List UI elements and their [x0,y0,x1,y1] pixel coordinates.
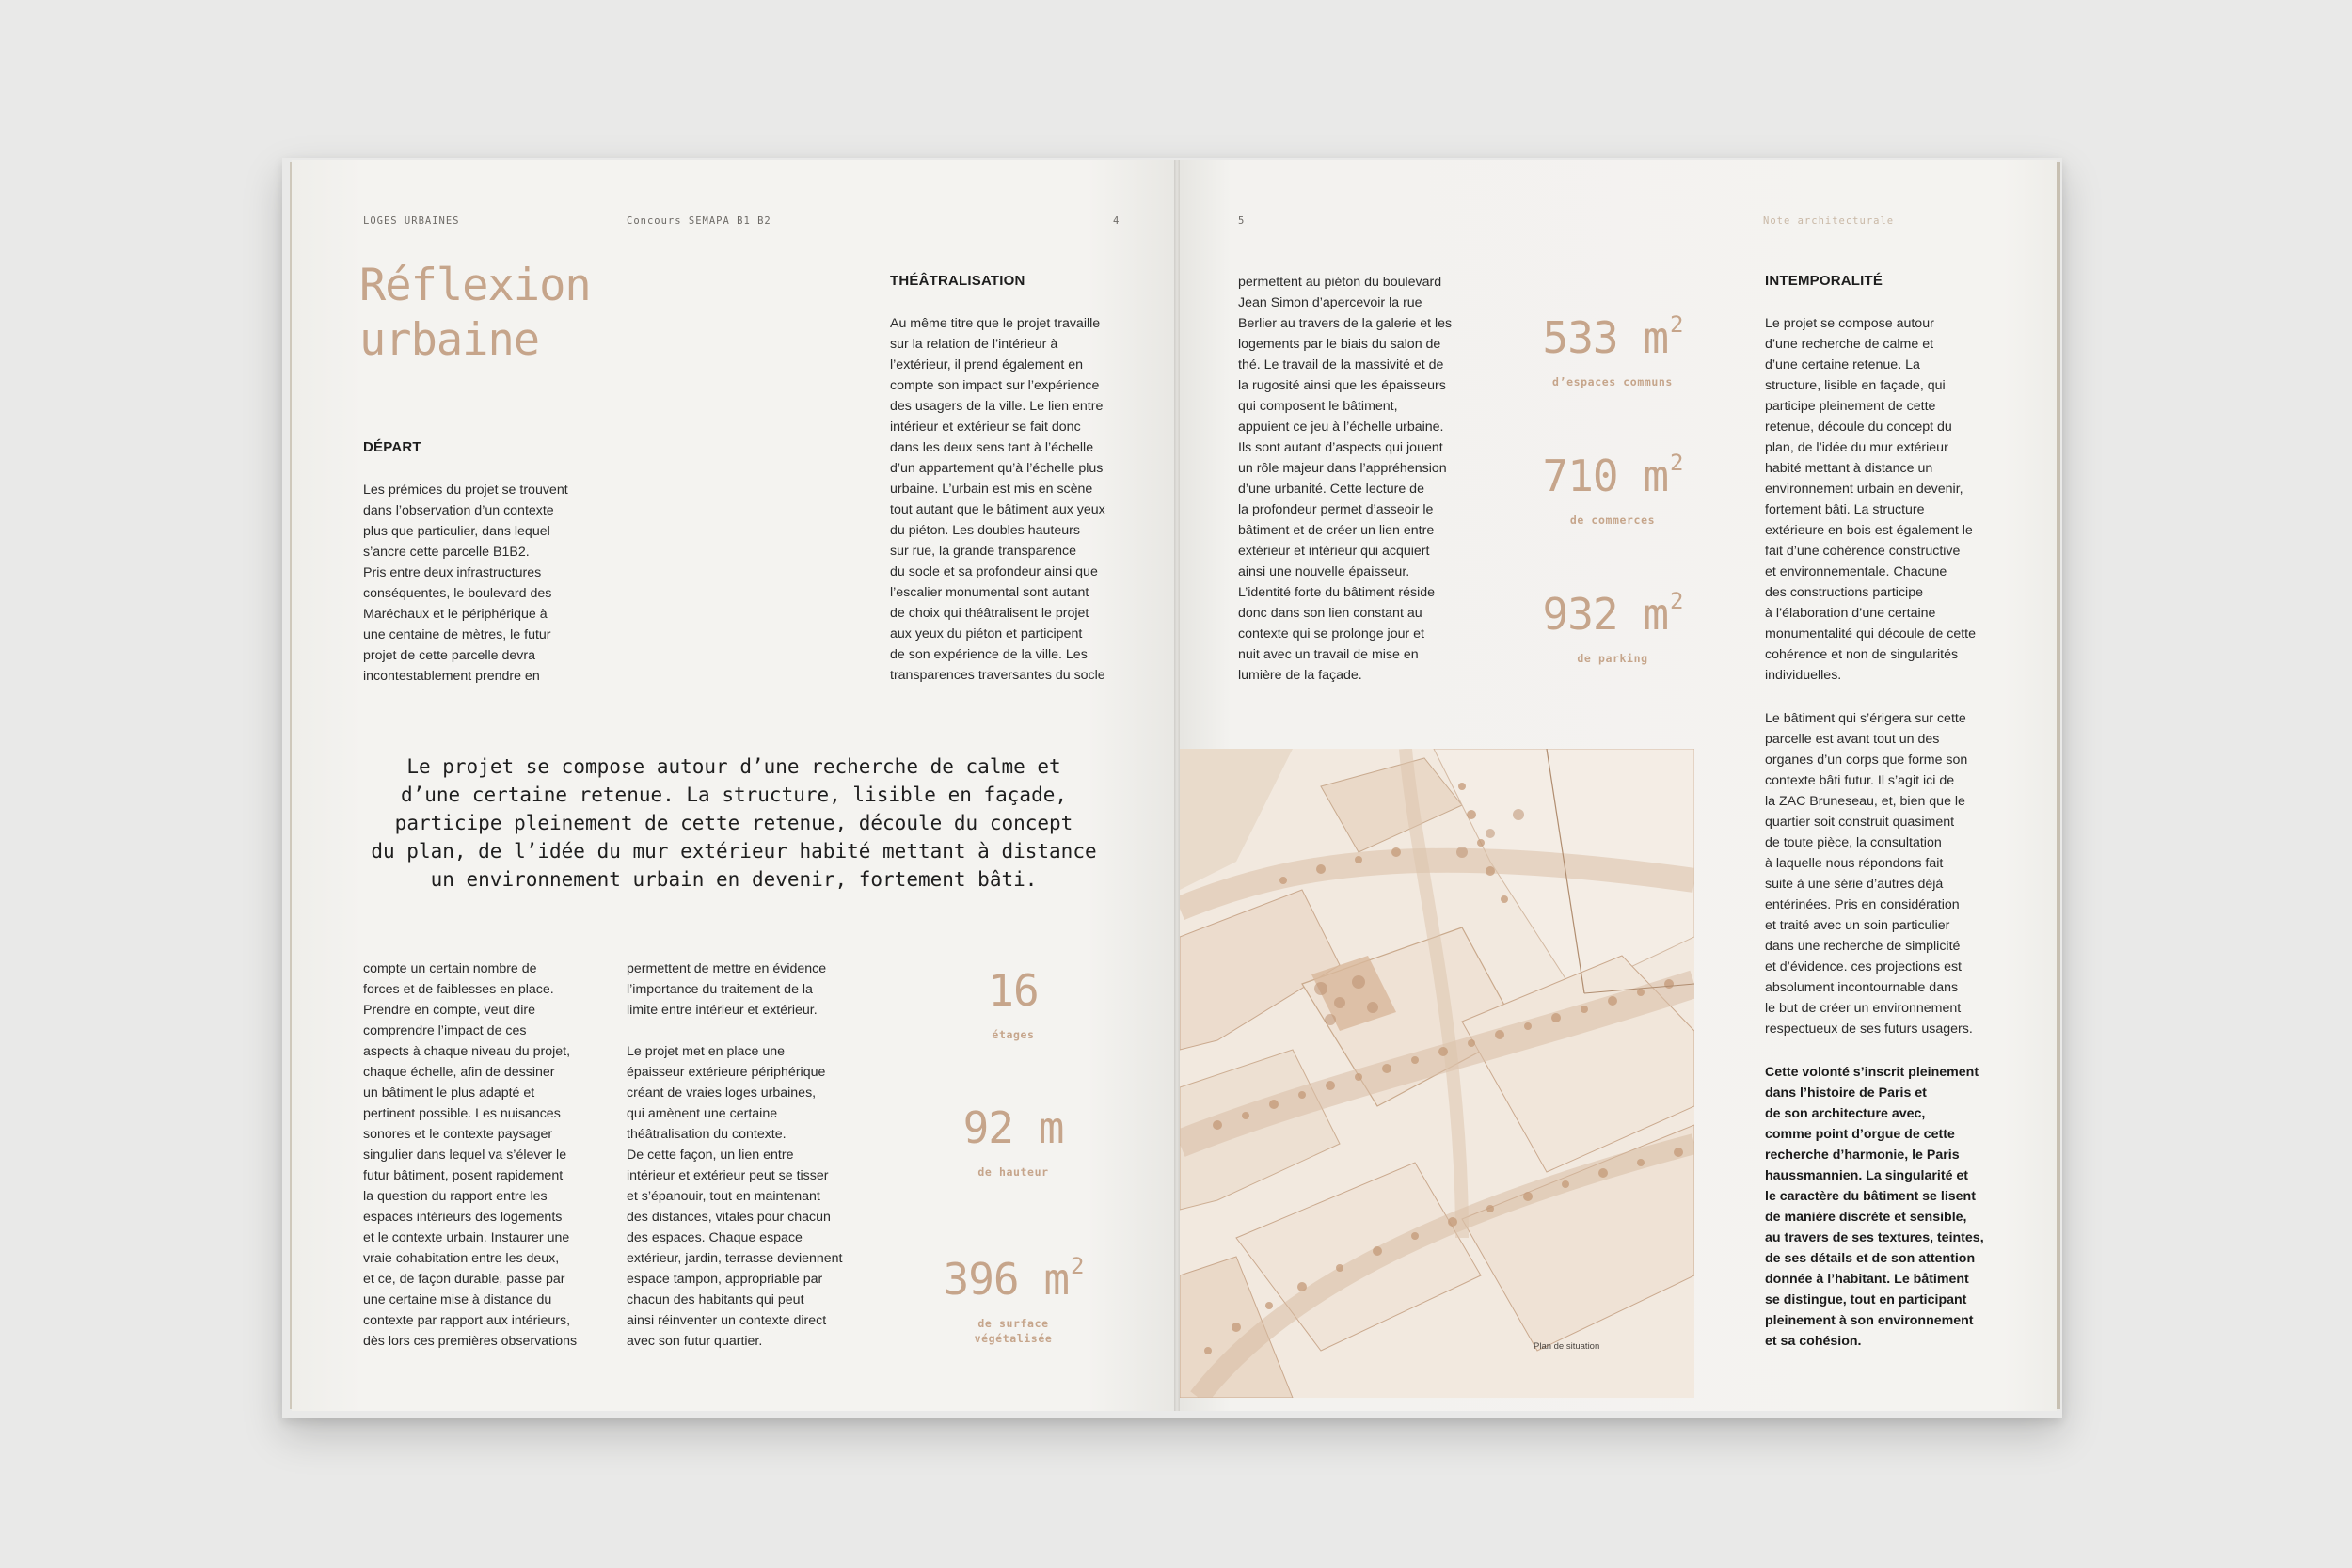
intemporalite-text-bold: Cette volonté s’inscrit pleinement dans l’histoire de Paris et de son architecture avec, comme point d’orgue de cette recherche d’harmonie, le Paris haussmannien. La singularité et le caractère du bâtiment se lisent de manière discrète et sensible, au travers de ses textures, teintes, de ses détails et de son attention donnée à l’habitant. Le bâtiment se distingue, tout en participant pleinement à son environnement et sa cohésion. [1765,1065,1984,1349]
site-plan-map [1180,749,1694,1398]
stat-espaces-communs-value: 533 $m^2$ [1542,311,1683,363]
left-column-2-text-a: permettent de mettre en évidence l’importance du traitement de la limite entre intérieur et extérieur. [627,961,827,1018]
running-header-right: Note architecturale [1763,215,1895,227]
pull-quote: Le projet se compose autour d’une recherche de calme et d’une certaine retenue. La structure, lisible en façade, participe pleinement de cette retenue, découle du concept du plan, de l’idée du mur extérieur habité mettant à distance un environnement urbain en devenir, fortement bâti. [371,755,1097,891]
stat-espaces-communs [1518,299,1707,389]
theatralisation-text: Au même titre que le projet travaille sur la relation de l’intérieur à l’extérieur, il prend également en compte son impact sur l’expérience des usagers de la ville. Le lien entre intérieur et extérieur se fait donc dans les deux sens tant à l’échelle d’un appartement qu’à l’échelle plus urbaine. L’urbain est mis en scène tout autant que le bâtiment aux yeux du piéton. Les doubles hauteurs sur rue, la grande transparence du socle et sa profondeur ainsi que l’escalier monumental sont autant de choix qui théâtralisent le projet aux yeux du piéton et participent de son expérience de la ville. Les transparences traversantes du socle [890,316,1105,683]
running-header-center: Concours SEMAPA B1 B2 [627,215,771,227]
left-column-2-text-b: Le projet met en place une épaisseur extérieure périphérique créant de vraies loges urbaines, qui amènent une certaine théâtralisation du contexte. De cette façon, un lien entre intérieur et extérieur peut se tisser et s’épanouir, tout en maintenant des distances, vitales pour chacun des espaces. Chaque espace extérieur, jardin, terrasse deviennent espace tampon, appropriable par chacun des habitants qui peut ainsi réinventer un contexte direct avec son futur quartier. [627,1044,843,1349]
stat-etages-value: 16 [988,965,1039,1016]
stat-parking-label: de parking [1577,652,1648,665]
stat-commerces [1518,437,1707,528]
stat-hauteur-value: 92 m [962,1102,1064,1153]
page-number-right: 5 [1238,215,1246,227]
right-column-1-text: permettent au piéton du boulevard Jean Simon d’apercevoir la rue Berlier au travers de la galerie et les logements par le biais du salon de thé. Le travail de la massivité et de la rugosité ainsi que les épaisseurs qui composent le bâtiment, appuient ce jeu à l’échelle urbaine. Ils sont autant d’aspects qui jouent un rôle majeur dans l’appréhension d’une urbanité. Cette lecture de la profondeur permet d’asseoir le bâtiment et de créer un lien entre extérieur et intérieur qui acquiert ainsi une nouvelle épaisseur. L’identité forte du bâtiment réside donc dans son lien constant au contexte qui se prolonge jour et nuit avec un travail de mise en lumière de la façade. [1238,275,1453,683]
intemporalite-text-a: Le projet se compose autour d’une recherche de calme et d’une certaine retenue. La structure, lisible en façade, qui participe pleinement de cette retenue, découle du concept du plan, de l’idée du mur extérieur habité mettant à distance un environnement urbain en devenir, fortement bâti. La structure extérieure en bois est également le fait d’une cohérence constructive et environnementale. Chacune des constructions participe à l’élaboration d’une certaine monumentalité qui découle de cette cohérence et non de singularités individuelles. [1765,316,1976,683]
page-title [359,259,591,368]
intemporalite-heading: INTEMPORALITÉ [1765,273,1883,289]
intemporalite-text-b: Le bâtiment qui s’érigera sur cette parcelle est avant tout un des organes d’un corps que forme son contexte bâti futur. Il s’agit ici de la ZAC Bruneseau, et, bien que le quartier soit construit quasiment de toute pièce, la consultation à laquelle nous répondons fait suite à une série d’autres déjà entérinées. Pris en considération et traité avec un soin particulier dans une recherche de simplicité et d’évidence. ces projections est absolument incontournable dans le but de créer un environnement respectueux de ses futurs usagers. [1765,711,1973,1037]
page-title-line2: urbaine [359,314,540,366]
stat-espaces-communs-label: d’espaces communs [1552,375,1673,388]
map-caption: Plan de situation [1534,1341,1600,1352]
stat-parking [1518,576,1707,666]
stat-surface-vegetalisee-value: 396 $m^2$ [943,1253,1084,1305]
stat-commerces-label: de commerces [1569,514,1656,527]
stat-parking-value: 932 $m^2$ [1542,588,1683,640]
stat-hauteur-label: de hauteur [977,1165,1049,1179]
running-header-left: LOGES URBAINES [363,215,460,227]
stat-etages-label: étages [992,1028,1035,1041]
stat-commerces-value: 710 $m^2$ [1542,450,1683,501]
stat-etages [919,965,1107,1042]
page-number-left: 4 [1113,215,1120,227]
left-column-1-text: compte un certain nombre de forces et de faiblesses en place. Prendre en compte, veut dire comprendre l’impact de ces aspects à chaque niveau du projet, chaque échelle, afin de dessiner un bâtiment le plus adapté et pertinent possible. Les nuisances sonores et le contexte paysager singulier dans lequel va s’élever le futur bâtiment, posent rapidement la question du rapport entre les espaces intérieurs des logements et le contexte urbain. Instaurer une vraie cohabitation entre les deux, et ce, de façon durable, passe par une certaine mise à distance du contexte par rapport aux intérieurs, dès lors ces premières observations [363,961,578,1349]
stat-surface-vegetalisee [919,1241,1107,1346]
stat-hauteur [919,1102,1107,1180]
page-title-line1: Réflexion [359,260,591,311]
theatralisation-heading: THÉÂTRALISATION [890,273,1025,289]
depart-text: Les prémices du projet se trouvent dans l’observation d’un contexte plus que particulier, dans lequel s’ancre cette parcelle B1B2. Pris entre deux infrastructures conséquentes, le boulevard des Maréchaux et le périphérique à une centaine de mètres, le futur projet de cette parcelle devra incontestablement prendre en [363,483,568,684]
depart-heading: DÉPART [363,439,421,455]
site-plan-drawing [1180,749,1694,1398]
stat-surface-vegetalisee-label: de surface végétalisée [974,1317,1053,1345]
